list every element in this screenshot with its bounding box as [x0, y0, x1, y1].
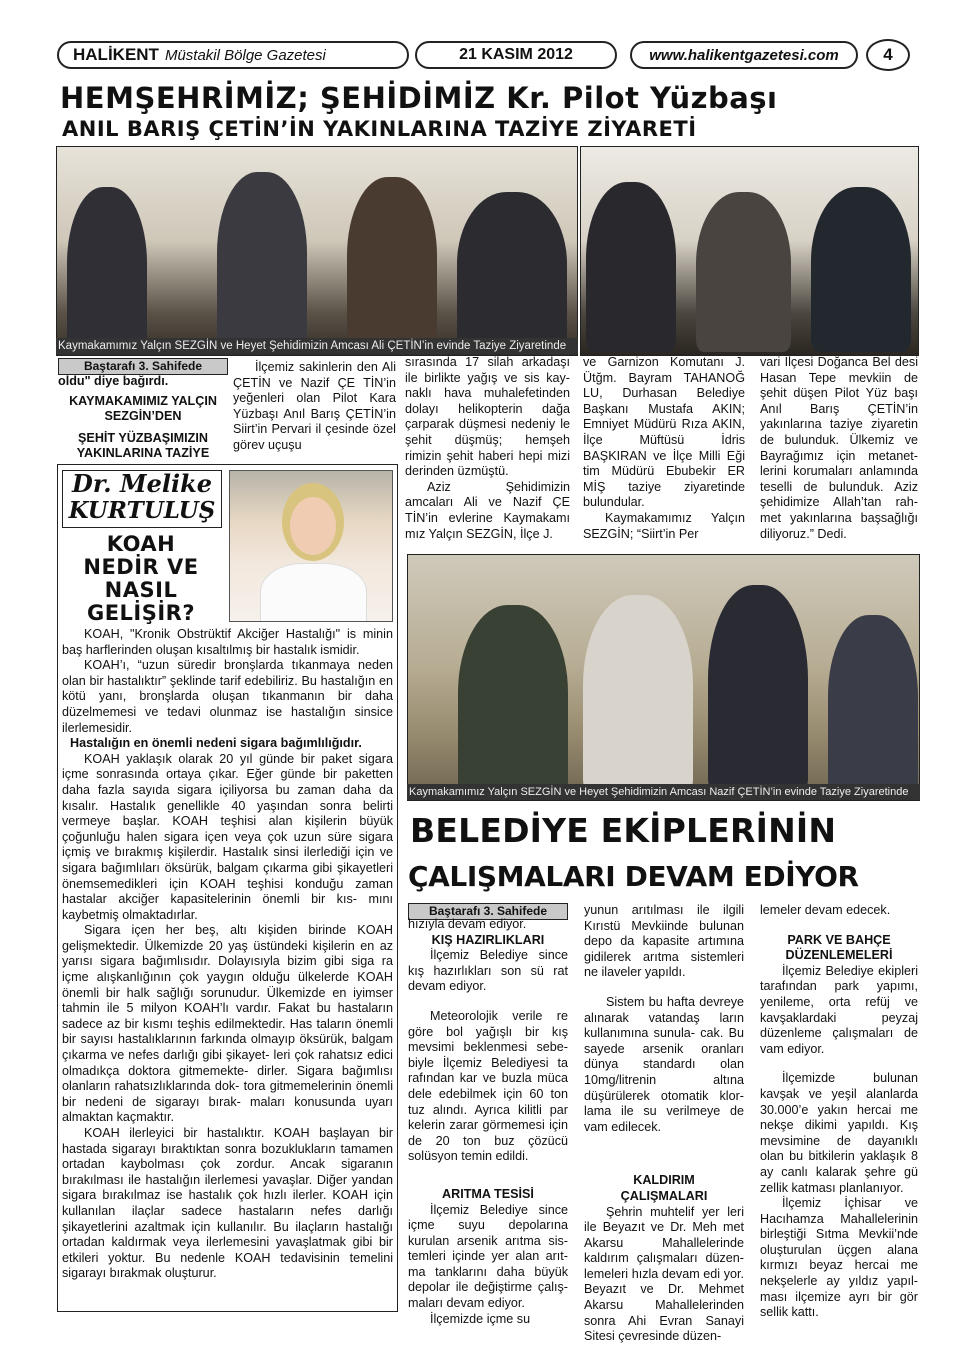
municipal-col-2-p1: yunun arıtılması ile ilgili Kırıstü Mevkiinde bulunan depo da kapasite artımına gidilerek arıtma sistemleri ne ilaveler yapıldı. [584, 903, 744, 980]
municipal-col-3-p2: İlçemizde bulunan kavşak ve yeşil alanlarda 30.000’e yakın hercai me nekşe dikimi yapıldı. Kış mevsimine de dayanıklı olan bu bitkilerin yaklaşık 8 ay canlı kalarak şehre gü zellik katması planlanıyor. [760, 1071, 918, 1195]
top-col-1 [58, 374, 228, 462]
photo-figure [347, 177, 437, 352]
photo1-caption: Kaymakamımız Yalçın SEZGİN ve Heyet Şehidimizin Amcası Ali ÇETİN’in evinde Taziye Ziyaretinde [56, 338, 578, 354]
health-title-4: GELİŞİR? [86, 601, 196, 625]
municipal-col-2-p3: Şehrin muhtelif yer leri ile Beyazıt ve Dr. Meh met Akarsu Mahallelerinde kaldırım çalışmaları düzen- lemeleri hızla devam edi yor. Beyazıt ve Dr. Mehmet Akarsu Mahallelerinden sonra Ahi Evran Sanayi Sitesi çevresinde düzen- [584, 1204, 744, 1344]
photo-figure [458, 605, 568, 800]
municipal-continued-tag: Baştarafı 3. Sahifede [408, 903, 568, 920]
municipal-headline-2: ÇALIŞMALARI DEVAM EDİYOR [408, 860, 859, 893]
municipal-col-1-p3: İlçemiz Belediye since içme suyu depolarına kurulan arsenik arıtma sis- temleri içinde yer alan arıt- ma tanklarını daha büyük depolar ile değiştirme çalış- maları devam ediyor. [408, 1202, 568, 1311]
website-pill [630, 41, 858, 69]
photo-figure [583, 595, 693, 795]
health-subhead: Hastalığın en önemli nedeni sigara bağımlılığıdır. [70, 736, 362, 751]
health-title-3: NASIL [104, 578, 178, 602]
health-title-1: KOAH [106, 532, 176, 556]
page-number-pill [866, 39, 910, 71]
photo-figure [828, 615, 918, 795]
municipal-sub-park: PARK VE BAHÇE DÜZENLEMELERİ [785, 932, 893, 963]
photo-figure [67, 187, 147, 356]
top-col-1-sub1: KAYMAKAMIMIZ YALÇIN SEZGİN’DEN [69, 393, 217, 424]
masthead-pill [57, 41, 409, 69]
top-headline-1: HEMŞEHRİMİZ; ŞEHİDİMİZ Kr. Pilot Yüzbaşı [60, 81, 778, 115]
municipal-col-1-lead: hızıyla devam ediyor. [408, 917, 527, 931]
municipal-col-1-p2: Meteorolojik verile re göre bol yağışlı bir kış mevsimi beklenmesi sebe- biyle İlçemiz Belediyesi ta rafından kar ve buzla müca dele edebilmek için 60 ton tuz alındı. Ayrıca kilitli par kelerin zarar görmemesi için de 20 ton buz çözücü solüsyon temin edildi. [408, 1008, 568, 1164]
paper-subtitle: Müstakil Bölge Gazetesi [164, 46, 326, 64]
health-p4: Sigara içen her beş, altı kişiden birinde KOAH gelişmektedir. Ülkemizde 20 yaş üstündeki kişilerin en az yarısı sigara bağımlısıdır. Dolayısıyla bizim gibi siga ra içme alışkanlığının çok yaygın olduğu ülkelerde KOAH önemli bir halk sağlığı sorunudur. Ülkemizde en iyimser tahmin ile 5 milyon KOAH’lı vardır. Fakat bu hastaların sadece az bir kısmı teşhis edilmektedir. Has taların önemli bir sayısı hastalıklarının farkında olmayıp öksürük, balgam çıkarma ve nefes darlığı gibi şikayet- leri çok rahatsız edici olmadıkça doktora gitmemekte- dirler. Sigara bağımlısı olanların rahatsızlıklarında dok- tora gitmemelerinin önemli bir nedeni de sigarayı bırak- maları konusunda uyarı almaktan kaçmaktır. [62, 923, 393, 1125]
author-last: KURTULUŞ [68, 497, 216, 524]
health-p2: KOAH’ı, “uzun süredir bronşlarda tıkanmaya neden olan bir hastalıktır” şeklinde tarif edebiliriz. Bu hastalığın en kötü yanı, bronşlarda oluşan tıkanmanın bir daha düzelmemesi ve tedavi olunmaz ise hastalığın sinsice ilerlemesidir. [62, 658, 393, 735]
municipal-sub-aritma: ARITMA TESİSİ [442, 1186, 534, 1201]
health-p3: KOAH yaklaşık olarak 20 yıl günde bir paket sigara içme sonrasında ortaya çıkar. Eğer günde bir paketten daha fazla sayıda sigara içiliyorsa bu zaman daha da kısalır. Hastalık genellikle 40 yaşından sonra belirti vermeye başlar. KOAH teşhisi alan kişilerin büyük çoğunluğu halen sigara içen veya çok uzun süre sigara içmiş ve bırakmış kişilerdir. Hastalık sinsi ilerlediği için ve sigara bağımlıları öksürük, balgam çıkarma gibi şikayetleri önemsemedikleri için KOAH teşhisi konduğu zaman hastalar akciğer kapasitelerinin önemli bir kıs- mını kaybetmiş olmaktadırlar. [62, 751, 393, 922]
top-col-4-p1: ve Garnizon Komutanı J. Ütğm. Bayram TAHANOĞ LU, Durhasan Belediye Başkanı Mustafa AKIN; Emniyet Müdürü Rıza AKIN, İlçe Müftüsü İdris BAŞKIRAN ve İlçe Milli Eği tim Müdürü Ebubekir ER MİŞ taziye ziyaretinde bulundular. [583, 355, 745, 510]
photo-condolence-ali [56, 146, 578, 356]
municipal-col-3-lead: lemeler devam edecek. [760, 903, 891, 917]
health-p1: KOAH, "Kronik Obstrüktif Akciğer Hastalığı" is minin baş harflerinden oluşan kısaltılmış bir hastalık ismidir. [62, 627, 393, 657]
author-blouse [260, 563, 367, 622]
municipal-col-3-p3: İlçemiz İçhisar ve Hacıhamza Mahallelerinin birleştiği Sıtma Mevkii’nde oluşturulan üçgen alana kırmızı beyaz hercai me nekşelerle ay yıldız yapıl- ması ilçemize ayrı bir gör sellik kattı. [760, 1196, 918, 1320]
top-col-3-p1: sırasında 17 silah arkadaşı ile birlikte yağış ve sis kay- naklı hava muhalefetinden dolayı helikopterin dağa çarparak düşmesi nedeniy le şehit düşmüş; hemşeh rimizin şehit haberi hepi mizi derinden üzmüştü. [405, 355, 570, 479]
top-col-5: vari İlçesi Doğanca Bel desi Hasan Tepe mevkiin de şehit düşen Pilot Yüz başı Anıl Barış ÇETİN’in yakınlarına taziye ziyaretin de bulunduk. Ülkemiz ve Bayrağımız için metanet- lerini korumaları anlamında teselli de bulunduk. Aziz şehidimize Allah’tan rah- met yakınlarına başsağlığı diliyoruz.” Dedi. [760, 355, 918, 541]
page-number: 4 [883, 45, 893, 64]
continued-tag: Baştarafı 3. Sahifede [58, 358, 228, 375]
top-col-1-lead: oldu" diye bağırdı. [58, 374, 169, 388]
top-col-4-p2: Kaymakamımız Yalçın SEZGİN; “Siirt’in Per [583, 510, 745, 541]
municipal-col-1 [408, 917, 568, 1327]
date-pill [415, 41, 617, 69]
photo-condolence-nazif [407, 554, 920, 801]
photo-figure [708, 585, 808, 795]
photo-figure [457, 192, 567, 352]
photo2-caption: Kaymakamımız Yalçın SEZGİN ve Heyet Şehidimizin Amcası Nazif ÇETİN’in evinde Taziye Ziyaretinde [407, 784, 920, 800]
top-col-4 [583, 355, 745, 542]
photo-figure [217, 172, 307, 352]
website-link[interactable]: www.halikentgazetesi.com [649, 46, 839, 64]
author-face [290, 497, 336, 555]
top-col-3 [405, 355, 570, 542]
author-box [62, 470, 222, 528]
author-first: Dr. Melike [72, 469, 212, 498]
author-photo [229, 470, 393, 622]
municipal-col-2-p2: Sistem bu hafta devreye alınarak vatandaş ların kullanımına sunula- cak. Bu sayede arsenik oranları dünya standardı olan 10mg/litrenin altına düşürülerek otomatik klor- lama ile su verilmeye de vam edilecek. [584, 994, 744, 1134]
top-col-1-sub2: ŞEHİT YÜZBAŞIMIZIN YAKINLARINA TAZİYE [76, 430, 210, 461]
health-body [62, 627, 393, 1282]
top-col-3-p2: Aziz Şehidimizin amcaları Ali ve Nazif ÇE TİN’in evlerine Kaymakamı mız Yalçın SEZGİN, İlçe J. [405, 479, 570, 541]
top-col-2: İlçemiz sakinlerin den Ali ÇETİN ve Nazif ÇE TİN’in yeğenleri olan Pilot Kara Yüzbaşı Anıl Barış ÇETİN’in Siirt’in Pervari il çesinde özel görev uçuşu [233, 360, 396, 452]
health-title [60, 533, 222, 625]
municipal-col-3 [760, 903, 918, 1321]
photo-condolence-group [580, 146, 919, 356]
photo-figure [586, 182, 676, 352]
municipal-col-2 [584, 903, 744, 1345]
municipal-sub-kaldirim: KALDIRIM ÇALIŞMALARI [620, 1173, 708, 1203]
photo-figure [696, 192, 791, 352]
municipal-sub-kis: KIŞ HAZIRLIKLARI [431, 932, 545, 947]
health-p5: KOAH ilerleyici bir hastalıktır. KOAH başlayan bir hastada sigarayı bıraktıktan sonra bozuklukların tamamen ortadan kaybolması çok zordur. Ancak sigaranın bırakılması ile hastalığın ilerlemesi yavaşlar. Diğer yandan sigara bırakılmaz ise hastalık çok hızlı ilerler. KOAH için kullanılan ilaçlar sadece hastaların nefes darlığı şikayetlerini azaltmak için kullanılır. Bu ilaçların hastalığı ortadan kaldırmak veya ilerlemesini yavaşlatmak gibi bir etkileri yoktur. Bu nedenle KOAH tedavisinin temelini sigarayı bırakmak oluşturur. [62, 1126, 393, 1281]
photo-figure [811, 187, 911, 352]
municipal-headline-1: BELEDİYE EKİPLERİNİN [410, 811, 837, 850]
municipal-col-1-p4: İlçemizde içme su [430, 1311, 531, 1326]
issue-date: 21 KASIM 2012 [459, 46, 573, 63]
health-title-2: NEDİR VE [83, 555, 199, 579]
top-headline-2: ANIL BARIŞ ÇETİN’İN YAKINLARINA TAZİYE ZİYARETİ [62, 117, 697, 141]
paper-name: HALİKENT [73, 45, 159, 64]
municipal-col-1-p1: İlçemiz Belediye since kış hazırlıkları son sü rat devam ediyor. [408, 948, 568, 994]
municipal-col-3-p1: İlçemiz Belediye ekipleri tarafından park yapımı, yenileme, orta refüj ve kavşaklardaki peyzaj düzenleme çalışmaları de vam ediyor. [760, 963, 918, 1056]
